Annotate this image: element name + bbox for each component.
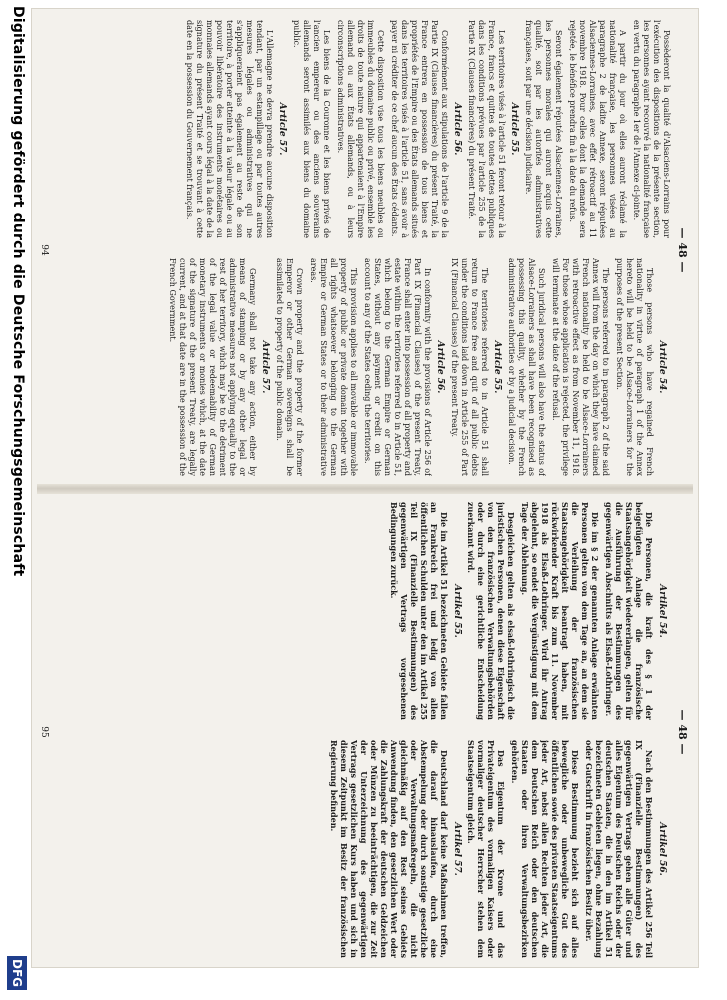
german-article-57-title: Artikel 57. (452, 822, 462, 876)
english-article-56-title: Article 56. (435, 340, 445, 394)
english-article-57-text: Germany shall not take any action, either by means of stamping or by any other legal or administrative measures not applying equally to the rest of her territory, which may be to the detriment of the legal value or redeemability of German monetary instruments or monies which, at the date of the signature of the present Treaty, are legally current, and at that date are in the possession of the French Government. (168, 258, 257, 476)
french-column (56, 20, 671, 238)
french-para-2: A partir du jour où elles auront réclamé la nationalité française, les personnes visées au paragraphe 2 de ladite Annexe, seront réputées Alsaciennes-Lorraines, avec effet rétroactif au 11 novembre 1918. Pour celles dont la demande sera rejetée, le bénéfice prendra fin à la date du refus. (568, 20, 627, 238)
english-para-1: Those persons who have regained French nationality in virtue of paragraph 1 of the Annex hereto will be held to be Alsace-Lorrainers for the purposes of the present Section. (615, 258, 654, 476)
english-article-57-title: Article 57. (260, 340, 270, 394)
french-para-1: Possèderont la qualité d'Alsaciens-Lorrains pour l'exécution des dispositions de la présente section, les personnes ayant recouvré la nationalité française en vertu du paragraphe 1er de l'Annexe ci-jointe. (632, 20, 671, 238)
english-article-56-para-3: Crown property and the property of the former Emperor or other German sovereigns shall be assimilated to property of the public domain. (275, 258, 304, 476)
english-column (56, 258, 671, 476)
book-gutter (37, 484, 693, 494)
french-article-55-title: Article 55. (509, 102, 519, 156)
german-column (56, 502, 671, 720)
dfg-logo-icon: DFG (7, 956, 27, 990)
left-footer-number: 94 (39, 244, 49, 256)
english-article-55-text: The territories referred to in Article 51 shall return to France free and quit of all public debts under the conditions laid down in Article 255 of Part IX (Financial Clauses) of the present Treaty. (450, 258, 489, 476)
french-article-56-para-3: Les biens de la Couronne et les biens privés de l'ancien empereur ou des anciens souverains allemands seront assimilés aux biens du domaine public. (292, 20, 331, 238)
right-footer-number: 95 (39, 726, 49, 738)
german-column-continued (56, 740, 671, 958)
french-article-56-title: Article 56. (452, 102, 462, 156)
french-article-57-text: L'Allemagne ne devra prendre aucune disposition tendant, par un estampillage ou par toutes autres mesures légales ou administratives qui ne s'appliqueraient pas également au reste de son territoire, à porter atteinte à la valeur légale ou au pouvoir libératoire des instruments monétaires ou monnaies allemands ayant cours légal à la date de la signature du présent Traité et se trouvant à cette date en la possession du Gouvernement français. (185, 20, 274, 238)
german-article-56-para-1: Nach den Bestimmungen des Artikel 256 Teil IX (Finanzielle Bestimmungen) des gegenwärtigen Vertrags gehen alle Güter und alles Eigentum des Deutschen Reichs oder der deutschen Staaten, die in den im Artikel 51 bezeichneten Gebieten liegen, ohne Bezahlung oder Gutschrift in französischen Besitz über. (584, 740, 654, 958)
french-para-3: Seront également réputées Alsaciennes-Lorraines, les personnes morales qui auront acquis cette qualité, soit par les autorités administratives françaises, soit par une décision judiciaire. (524, 20, 563, 238)
right-page (39, 502, 689, 962)
french-article-56-para-2: Cette disposition vise tous les biens meubles ou immeubles du domaine public ou privé, ensemble les droits de toute nature qui appartenaient à l'Empire allemand ou aux États allemands, ou à leurs circonscriptions administratives. (336, 20, 385, 238)
scanned-spread (31, 8, 699, 968)
french-article-55-text: Les territoires visés à l'article 51 feront retour à la France, francs et quittes de toutes dettes publiques dans les conditions prévues par l'article 255 de la Partie IX (Clauses financières) du présent Traité. (467, 20, 506, 238)
banner-text: Digitalisierung gefördert durch die Deutsche Forschungsgemeinschaft (10, 6, 26, 577)
german-article-55-title: Artikel 55. (452, 584, 462, 638)
french-article-56-para-1: Conformément aux stipulations de l'article 9 de la Partie IX (Clauses financières) du présent Traité, la France entrera en possession de tous biens et propriétés de l'Empire ou des États allemands situés dans les territoires visés à l'article 51, sans avoir à payer ni créditer de ce chef aucun des États cédants. (390, 20, 449, 238)
german-article-57-text: Deutschland darf keine Maßnahmen treffen, die darauf hinauslaufen, durch eine Abstempelung oder durch sonstige gesetzliche oder Verwaltungsmaßregeln, die nicht gleichmäßig auf den Rest seines Gebiets Anwendung finden, den gesetzlichen Wert oder die Zahlungskraft der deutschen Geldzeichen oder Münzen zu beeinträchtigen, die zur Zeit der Unterzeichnung des gegenwärtigen Vertrags gesetzlichen Kurs haben und sich in diesem Zeitpunkt im Besitz der französischen Regierung befinden. (329, 740, 449, 958)
digitization-banner (0, 0, 31, 1000)
left-page-number: — 48 — (676, 227, 689, 273)
left-page (39, 20, 689, 480)
english-article-55-title: Article 55. (492, 340, 502, 394)
english-article-56-para-1: In conformity with the provisions of Article 256 of Part IX (Financial Clauses) of the present Treaty, France shall enter into possession of all property and estate within the territories referred to in Article 51, which belong to the German Empire or German States, without any payment or credit on this account to any of the States ceding the territories. (363, 258, 432, 476)
english-para-3: Such juridical persons will also have the status of Alsace-Lorrainers as shall have been recognised as possessing this quality, whether by the French administrative authorities or by a judicial decision. (507, 258, 546, 476)
german-article-54-title: Artikel 54. (657, 584, 667, 638)
german-article-55-text: Die im Artikel 51 bezeichneten Gebiete fallen an Frankreich frei und ledig von allen öffentlichen Schulden unter den im Artikel 255 Teil IX (Finanzielle Bestimmungen) des gegenwärtigen Vertrags vorgesehenen Bedingungen zurück. (389, 502, 449, 720)
german-para-1: Die Personen, die kraft des § 1 der beigefügten Anlage die französische Staatsangehörigkeit wiedererlangen, gelten für die Ausführung der Bestimmungen des gegenwärtigen Abschnitts als Elsaß-Lothringer. (604, 502, 654, 720)
german-article-56-para-3: Das Eigentum der Krone und das Privateigentum des vormaligen Kaisers oder vormaliger deutscher Herrscher stehen dem Staatseigentum gleich. (466, 740, 506, 958)
german-para-3: Desgleichen gelten als elsaß-lothringisch die juristischen Personen, denen diese Eigenschaft von den französischen Verwaltungsbehörden oder durch eine gerichtliche Entscheidung zuerkannt wird. (466, 502, 516, 720)
french-article-57-title: Article 57. (277, 102, 287, 156)
english-article-56-para-2: This provision applies to all movable or immovable property of public or private domain together with all rights whatsoever belonging to the German Empire or German States or to their administrative areas. (309, 258, 358, 476)
english-para-2: The persons referred to in paragraph 2 of the said Annex will from the day on which they have claimed French nationality be held to be Alsace-Lorrainers with retroactive effect as from November 11, 1918. For those whose application is rejected, the privilege will terminate at the date of the refusal. (551, 258, 610, 476)
english-article-54-title: Article 54. (657, 340, 667, 394)
german-article-56-title: Artikel 56. (657, 822, 667, 876)
right-page-number: — 48 — (676, 709, 689, 755)
german-article-56-para-2: Diese Bestimmung bezieht sich auf alles bewegliche oder unbewegliche Gut des öffentlichen sowie des privaten Staatseigentums jeder Art, nebst allen Rechten jeder Art, die dem Deutschen Reich oder den deutschen Staaten oder ihren Verwaltungsbezirken gehörten. (510, 740, 580, 958)
german-para-2: Die im § 2 der genannten Anlage erwähnten Personen gelten von dem Tage an, an dem sie die Verleihung der französischen Staatsangehörigkeit beantragt haben, mit rückwirkender Kraft bis zum 11. November 1918 als Elsaß-Lothringer. Wird ihr Antrag abgelehnt, so endet die Vergünstigung mit dem Tage der Ablehnung. (520, 502, 600, 720)
